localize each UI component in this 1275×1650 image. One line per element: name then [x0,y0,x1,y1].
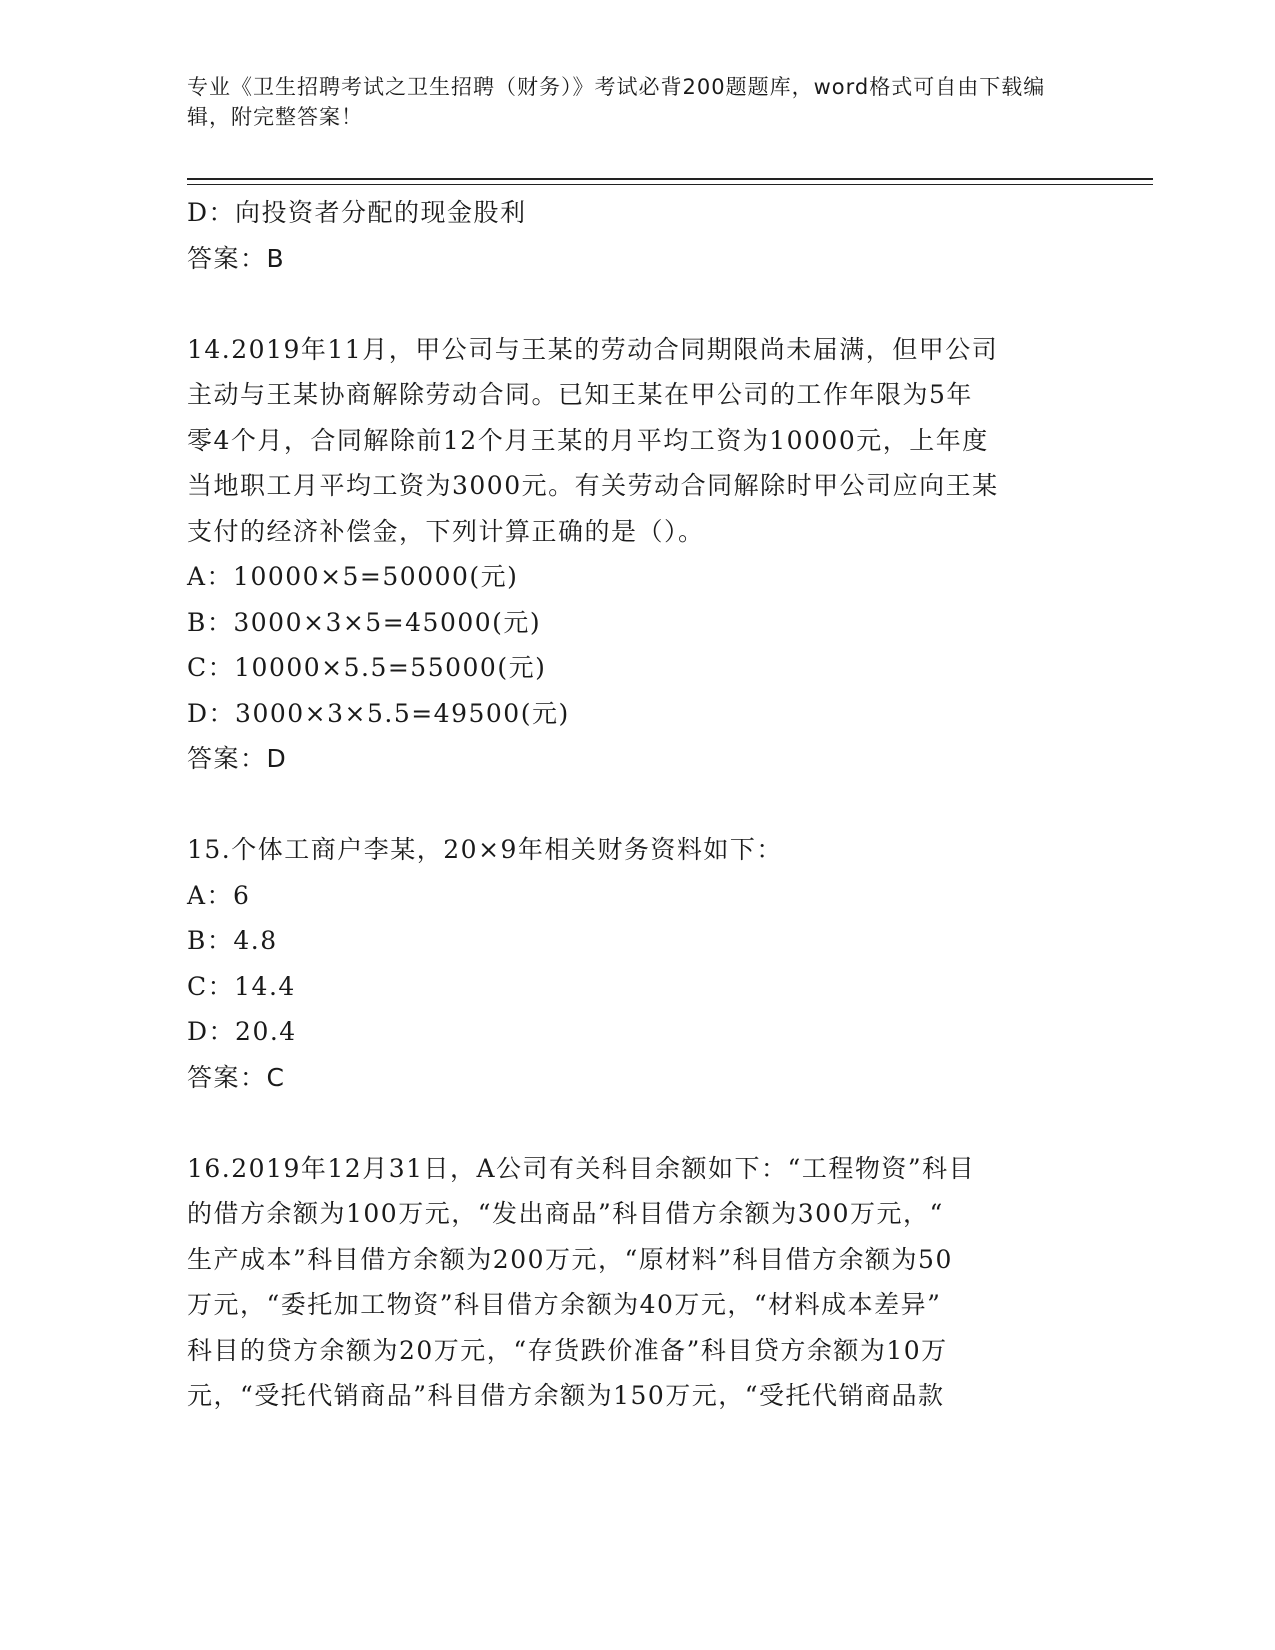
option-c: C：14.4 [187,971,296,1001]
question-text-line: 零4个月，合同解除前12个月王某的月平均工资为10000元，上年度 [187,425,989,455]
question-text-line: 15.个体工商户李某，20×9年相关财务资料如下： [187,835,783,864]
question-text-line: 生产成本”科目借方余额为200万元，“原材料”科目借方余额为50 [187,1244,953,1274]
spacer [187,1100,1067,1146]
option-d: D：20.4 [187,1017,297,1046]
option-b: B：3000×3×5=45000(元) [187,607,542,637]
question-text-line: 元，“受托代销商品”科目借方余额为150万元，“受托代销商品款 [187,1381,945,1410]
question-text-line: 的借方余额为100万元，“发出商品”科目借方余额为300万元，“ [187,1199,944,1228]
answer-line: 答案：D [187,744,288,773]
option-a: A：10000×5=50000(元) [187,562,519,591]
option-d: D：向投资者分配的现金股利 [187,198,527,227]
question-14 [187,327,1067,782]
question-text-line: 科目的贷方余额为20万元，“存货跌价准备”科目贷方余额为10万 [187,1335,948,1365]
option-b: B：4.8 [187,926,278,955]
document-header: 专业《卫生招聘考试之卫生招聘（财务）》考试必背200题题库，word格式可自由下载编辑，附完整答案！ [187,75,1046,129]
previous-question-tail [187,190,1067,281]
question-text-line: 万元，“委托加工物资”科目借方余额为40万元，“材料成本差异” [187,1290,942,1319]
answer-line: 答案：B [187,243,286,273]
option-d: D：3000×3×5.5=49500(元) [187,698,570,728]
question-16 [187,1146,1067,1419]
document-body [187,190,1067,1419]
header-rule-thin [187,184,1153,185]
question-text-line: 14.2019年11月，甲公司与王某的劳动合同期限尚未届满，但甲公司 [187,334,999,364]
spacer [187,782,1067,828]
question-15 [187,827,1067,1100]
option-c: C：10000×5.5=55000(元) [187,653,547,682]
spacer [187,281,1067,327]
question-text-line: 支付的经济补偿金，下列计算正确的是（）。 [187,516,705,546]
question-text-line: 16.2019年12月31日，A公司有关科目余额如下：“工程物资”科目 [187,1153,976,1183]
header-rule-thick [187,178,1153,180]
question-text-line: 当地职工月平均工资为3000元。有关劳动合同解除时甲公司应向王某 [187,471,999,500]
answer-line: 答案：C [187,1062,286,1092]
question-text-line: 主动与王某协商解除劳动合同。已知王某在甲公司的工作年限为5年 [187,380,973,409]
option-a: A：6 [187,880,251,910]
